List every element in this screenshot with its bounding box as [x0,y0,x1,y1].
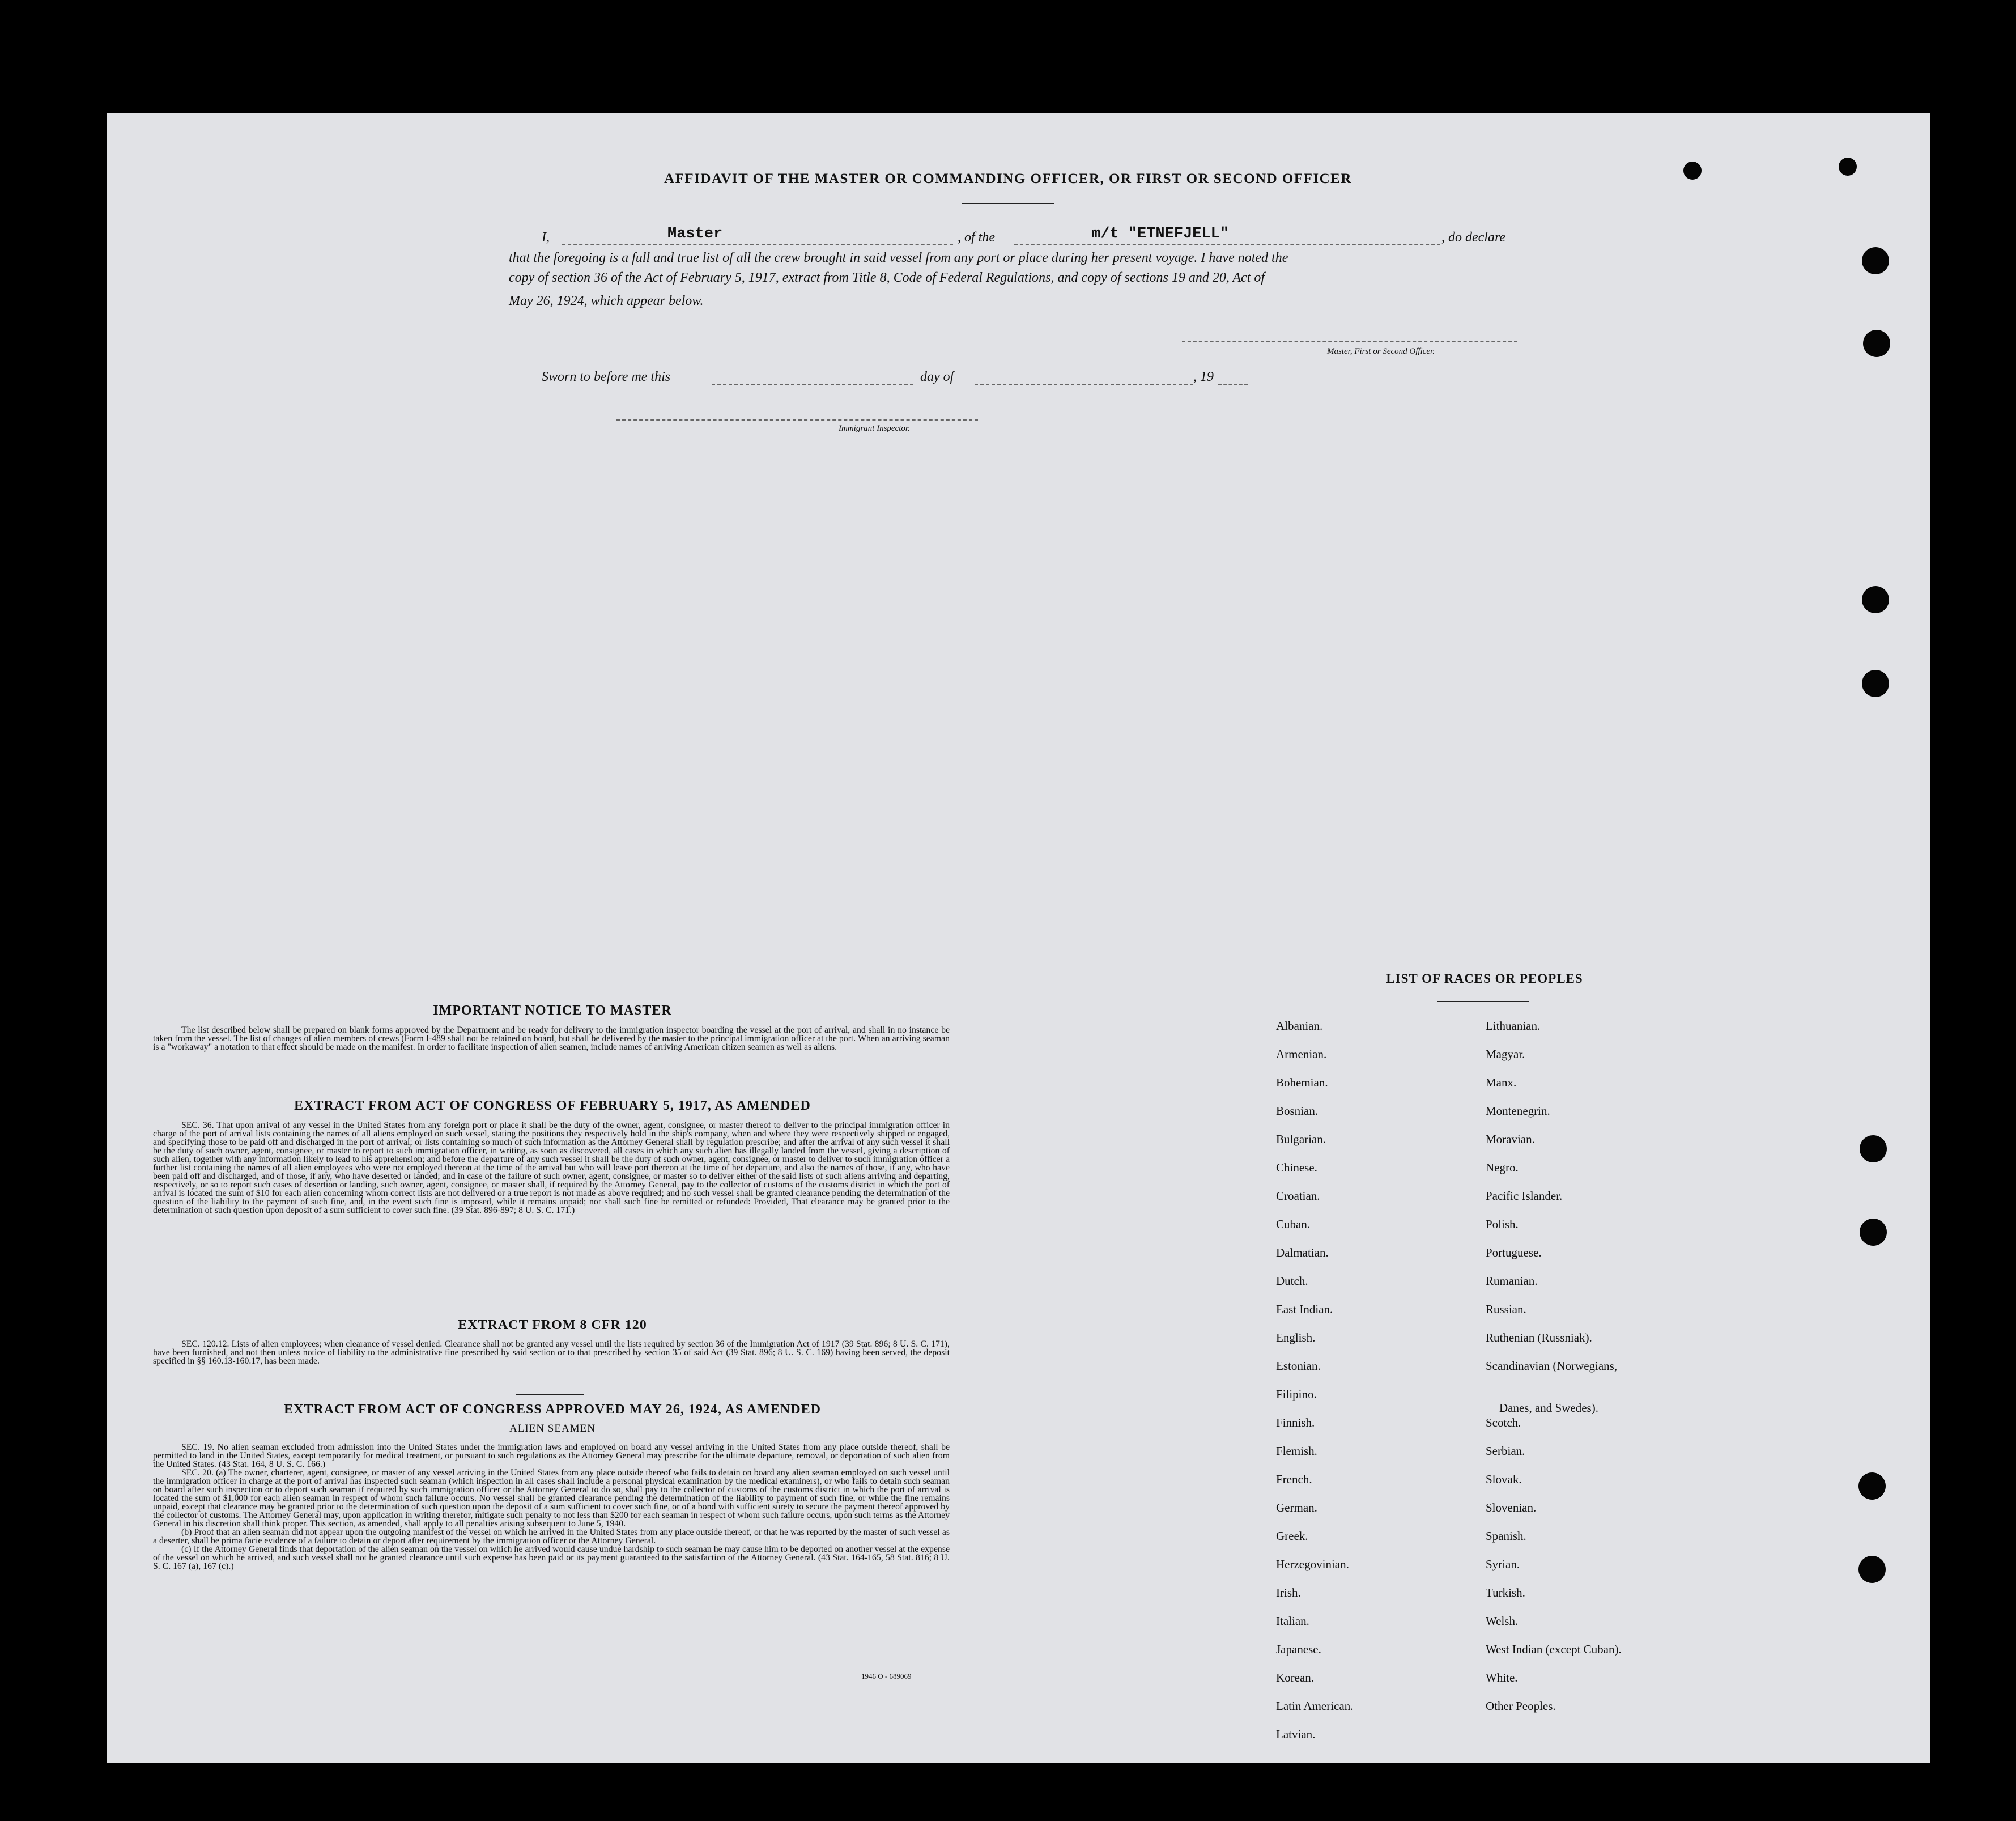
race-item: Irish. [1276,1586,1301,1599]
extract-1917-title: EXTRACT FROM ACT OF CONGRESS OF FEBRUARY 5, 1917, AS AMENDED [294,1098,811,1113]
punch-hole [1862,247,1889,274]
extract-1924-text [153,1443,950,1570]
punch-hole [1858,1472,1886,1500]
race-item: Korean. [1276,1671,1315,1684]
races-title-underline [1437,1001,1529,1002]
race-item: West Indian (except Cuban). [1486,1642,1622,1656]
of-the-label: , of the [958,230,995,245]
signature-line [1182,341,1517,342]
race-item: Slovak. [1486,1472,1522,1486]
race-item: White. [1486,1671,1518,1684]
vessel-field-line [1014,244,1440,245]
race-item: Portuguese. [1486,1246,1542,1259]
extract-1924-subtitle: ALIEN SEAMEN [509,1423,596,1434]
race-item: Rumanian. [1486,1274,1538,1288]
race-item: Filipino. [1276,1387,1317,1401]
race-item: Greek. [1276,1529,1308,1543]
race-item: Serbian. [1486,1444,1525,1458]
race-item: Estonian. [1276,1359,1321,1373]
caption-period: . [1432,347,1435,356]
race-item: Scandinavian (Norwegians, [1486,1359,1618,1373]
race-item: Ruthenian (Russniak). [1486,1331,1592,1344]
affidavit-line-4: May 26, 1924, which appear below. [509,294,704,308]
race-item: Spanish. [1486,1529,1526,1543]
extract-1924-sec20b: (b) Proof that an alien seaman did not appear upon the outgoing manifest of the vessel on which he arrived in the United States from any place outside thereof, or that he was reported by the master of such vessel as a deserter, shall be prima facie evidence of a failure to detain or deport after requirement by the immigration officer or the Attorney General. [153,1527,950,1546]
vessel-field: m/t "ETNEFJELL" [1091,226,1230,243]
race-item: Montenegrin. [1486,1104,1550,1118]
race-item: Bulgarian. [1276,1132,1326,1146]
extract-1917-paragraph: SEC. 36. That upon arrival of any vessel in the United States from any foreign port or place it shall be the duty of the owner, agent, consignee, or master thereof to deliver to the principal immigration officer in charge of the port of arrival lists containing the names of all aliens employed on such vessel, stating the positions they respectively hold in the ship's company, when and where they were respectively shipped or engaged, and specifying those to be paid off and discharged in the port of arrival; or lists containing so much of such information as the Attorney General shall by regulation prescribe; and after the arrival of any such vessel it shall be the duty of such owner, agent, consignee, or master to report to such immigration officer, in writing, as soon as discovered, all cases in which any such alien has illegally landed from the vessel, giving a description of such alien, together with any information likely to lead to his apprehension; and before the departure of any such vessel it shall be the duty of such owner, agent, consignee, or master to deliver to such immigration officer a further list containing the names of all alien employees who were not employed thereon at the time of the arrival but who will leave port thereon at the time of her departure, and also the names of those, if any, who have been paid off and discharged, and of those, if any, who have deserted or landed; and in case of the failure of such owner, agent, consignee, or master so to deliver either of the said lists of such aliens arriving and departing, respectively, or so to report such cases of desertion or landing, such owner, agent, consignee, or master shall, if required by the Attorney General, pay to the collector of customs of the customs district in which the port of arrival is located the sum of $10 for each alien concerning whom correct lists are not delivered or a true report is not made as above required; and no such vessel shall be granted clearance pending the determination of the question of the liability to the payment of such fine, and, in the event such fine is imposed, while it remains unpaid; nor shall such fine be remitted or refunded: Provided, That clearance may be granted prior to the determination of such question upon deposit of a sum sufficient to cover such fine. (39 Stat. 896-897; 8 U. S. C. 171.) [153,1120,950,1215]
punch-hole [1862,586,1889,613]
race-item: Latin American. [1276,1699,1354,1713]
race-item: Albanian. [1276,1019,1323,1033]
year-line [1218,384,1248,385]
year-label: , 19 [1193,370,1214,384]
race-item: German. [1276,1501,1317,1514]
affidavit-line-3: copy of section 36 of the Act of February 5, 1917, extract from Title 8, Code of Federal Regulations, and copy of sections 19 and 20, Act of [509,270,1265,285]
extract-8cfr-text [153,1340,950,1365]
sworn-month-line [975,384,1193,385]
race-item: East Indian. [1276,1302,1333,1316]
caption-master: Master, [1327,347,1355,356]
race-item: Latvian. [1276,1727,1316,1741]
race-item: Scotch. [1486,1416,1521,1429]
sworn-label: Sworn to before me this [542,370,671,384]
race-item: Croatian. [1276,1189,1320,1203]
extract-1924-sec19: SEC. 19. No alien seaman excluded from admission into the United States under the immigration laws and employed on board any vessel arriving in the United States from any place outside thereof, shall be permitted to land in the United States, except temporarily for medical treatment, or pursuant to such regulations as the Attorney General may prescribe for the ultimate departure, removal, or deportation of such alien from the United States. (43 Stat. 164, 8 U. S. C. 166.) [153,1442,950,1469]
race-item: Lithuanian. [1486,1019,1541,1033]
race-item: Welsh. [1486,1614,1519,1628]
race-item: Moravian. [1486,1132,1535,1146]
race-item: Syrian. [1486,1557,1520,1571]
race-item: Flemish. [1276,1444,1317,1458]
affidavit-i-label: I, [542,230,550,245]
title-underline [962,203,1054,204]
sworn-day-line [712,384,913,385]
race-item: Bosnian. [1276,1104,1319,1118]
race-item: Finnish. [1276,1416,1315,1429]
signature-caption [1327,347,1435,356]
race-item: Turkish. [1486,1586,1525,1599]
race-item: Bohemian. [1276,1076,1328,1089]
notice-paragraph: The list described below shall be prepared on blank forms approved by the Department and be ready for delivery to the immigration inspector boarding the vessel at the port of arrival, and shall in no instance be taken from the vessel. The list of changes of alien members of crews (Form I-489 shall not be retained on board, but shall be delivered by the master to the principal immigration officer at the port. When an arriving seaman is a "workaway" a notation to that effect should be made on the manifest. In order to facilitate inspection of alien seamen, include names of arriving American citizen seamen as well as aliens. [153,1025,950,1052]
race-item: Chinese. [1276,1161,1317,1174]
extract-8cfr-title: EXTRACT FROM 8 CFR 120 [458,1318,647,1332]
race-item: Armenian. [1276,1047,1327,1061]
race-item: Negro. [1486,1161,1519,1174]
extract-1924-title: EXTRACT FROM ACT OF CONGRESS APPROVED MAY 26, 1924, AS AMENDED [284,1402,821,1417]
race-item: Magyar. [1486,1047,1525,1061]
affidavit-line-2: that the foregoing is a full and true list of all the crew brought in said vessel from any port or place during her present voyage. I have noted the [509,251,1288,265]
race-item: Herzegovinian. [1276,1557,1349,1571]
race-item: Italian. [1276,1614,1309,1628]
race-item: English. [1276,1331,1316,1344]
inspector-caption: Immigrant Inspector. [839,424,910,433]
caption-struck: First or Second Officer [1354,347,1433,356]
punch-hole [1860,1135,1887,1162]
notice-title: IMPORTANT NOTICE TO MASTER [433,1003,672,1018]
race-item: Russian. [1486,1302,1526,1316]
master-field: Master [667,226,723,243]
race-item: Dalmatian. [1276,1246,1329,1259]
punch-hole [1858,1556,1886,1583]
day-of-label: day of [920,370,954,384]
print-code: 1946 O - 689069 [861,1672,912,1680]
race-item: Japanese. [1276,1642,1321,1656]
extract-8cfr-paragraph: SEC. 120.12. Lists of alien employees; when clearance of vessel denied. Clearance shall not be granted any vessel until the lists required by section 36 of the Immigration Act of 1917 (39 Stat. 896; 8 U. S. C. 171), have been furnished, and not then unless notice of liability to the administrative fine prescribed by said section or to that prescribed by section 35 of said Act (39 Stat. 896; 8 U. S. C. 169) having been served, the deposit specified in §§ 160.13-160.17, has been made. [153,1339,950,1366]
race-item: Slovenian. [1486,1501,1537,1514]
do-declare-label: , do declare [1441,230,1506,245]
race-item: Dutch. [1276,1274,1308,1288]
race-item: Polish. [1486,1217,1519,1231]
extract-1924-sec20c: (c) If the Attorney General finds that deportation of the alien seaman on the vessel on which he arrived would cause undue hardship to such seaman he may cause him to be deported on another vessel at the expense of the vessel on which he arrived, and such vessel shall not be granted clearance until such expense has been paid or its payment guaranteed to the satisfaction of the Attorney General. (43 Stat. 164-165, 58 Stat. 816; 8 U. S. C. 167 (a), 167 (c).) [153,1544,950,1571]
race-item: Other Peoples. [1486,1699,1556,1713]
punch-hole [1860,1219,1887,1246]
race-item: Manx. [1486,1076,1517,1089]
races-title: LIST OF RACES OR PEOPLES [1386,971,1583,986]
divider [516,1394,584,1395]
punch-hole [1863,330,1890,357]
extract-1917-text [153,1121,950,1215]
race-item: French. [1276,1472,1312,1486]
notice-text [153,1026,950,1051]
master-field-line [562,244,953,245]
affidavit-title: AFFIDAVIT OF THE MASTER OR COMMANDING OFFICER, OR FIRST OR SECOND OFFICER [664,171,1352,186]
extract-1924-sec20a: SEC. 20. (a) The owner, charterer, agent, consignee, or master of any vessel arriving in the United States from any place outside thereof who fails to detain on board any alien seaman employed on such vessel until the immigration officer in charge at the port of arrival has inspected such seaman (which inspection in all cases shall include a personal physical examination by the medical examiners), or who fails to detain such seaman on board after such inspection or to deport such seaman if required by such immigration officer or the Attorney General to do so, shall pay to the collector of customs of the customs district in which the port of arrival is located the sum of $1,000 for each alien seaman in respect of whom such failure occurs. No vessel shall be granted clearance pending the determination of the liability to payment of such fine, or while the fine remains unpaid, except that clearance may be granted prior to the determination of such question upon the deposit of a sum sufficient to cover such fine, or of a bond with sufficient surety to secure the payment thereof approved by the collector of customs. The Attorney General may, upon application in writing therefor, mitigate such penalty to not less than $200 for each seaman in respect of whom such failure occurs, upon such terms as the Attorney General in his discretion shall think proper. This section, as amended, shall apply to all penalties arising subsequent to June 5, 1940. [153,1468,950,1529]
race-item: Pacific Islander. [1486,1189,1563,1203]
race-item: Cuban. [1276,1217,1311,1231]
inspector-line [616,419,978,421]
punch-hole [1862,670,1889,697]
race-item: Danes, and Swedes). [1499,1401,1598,1415]
